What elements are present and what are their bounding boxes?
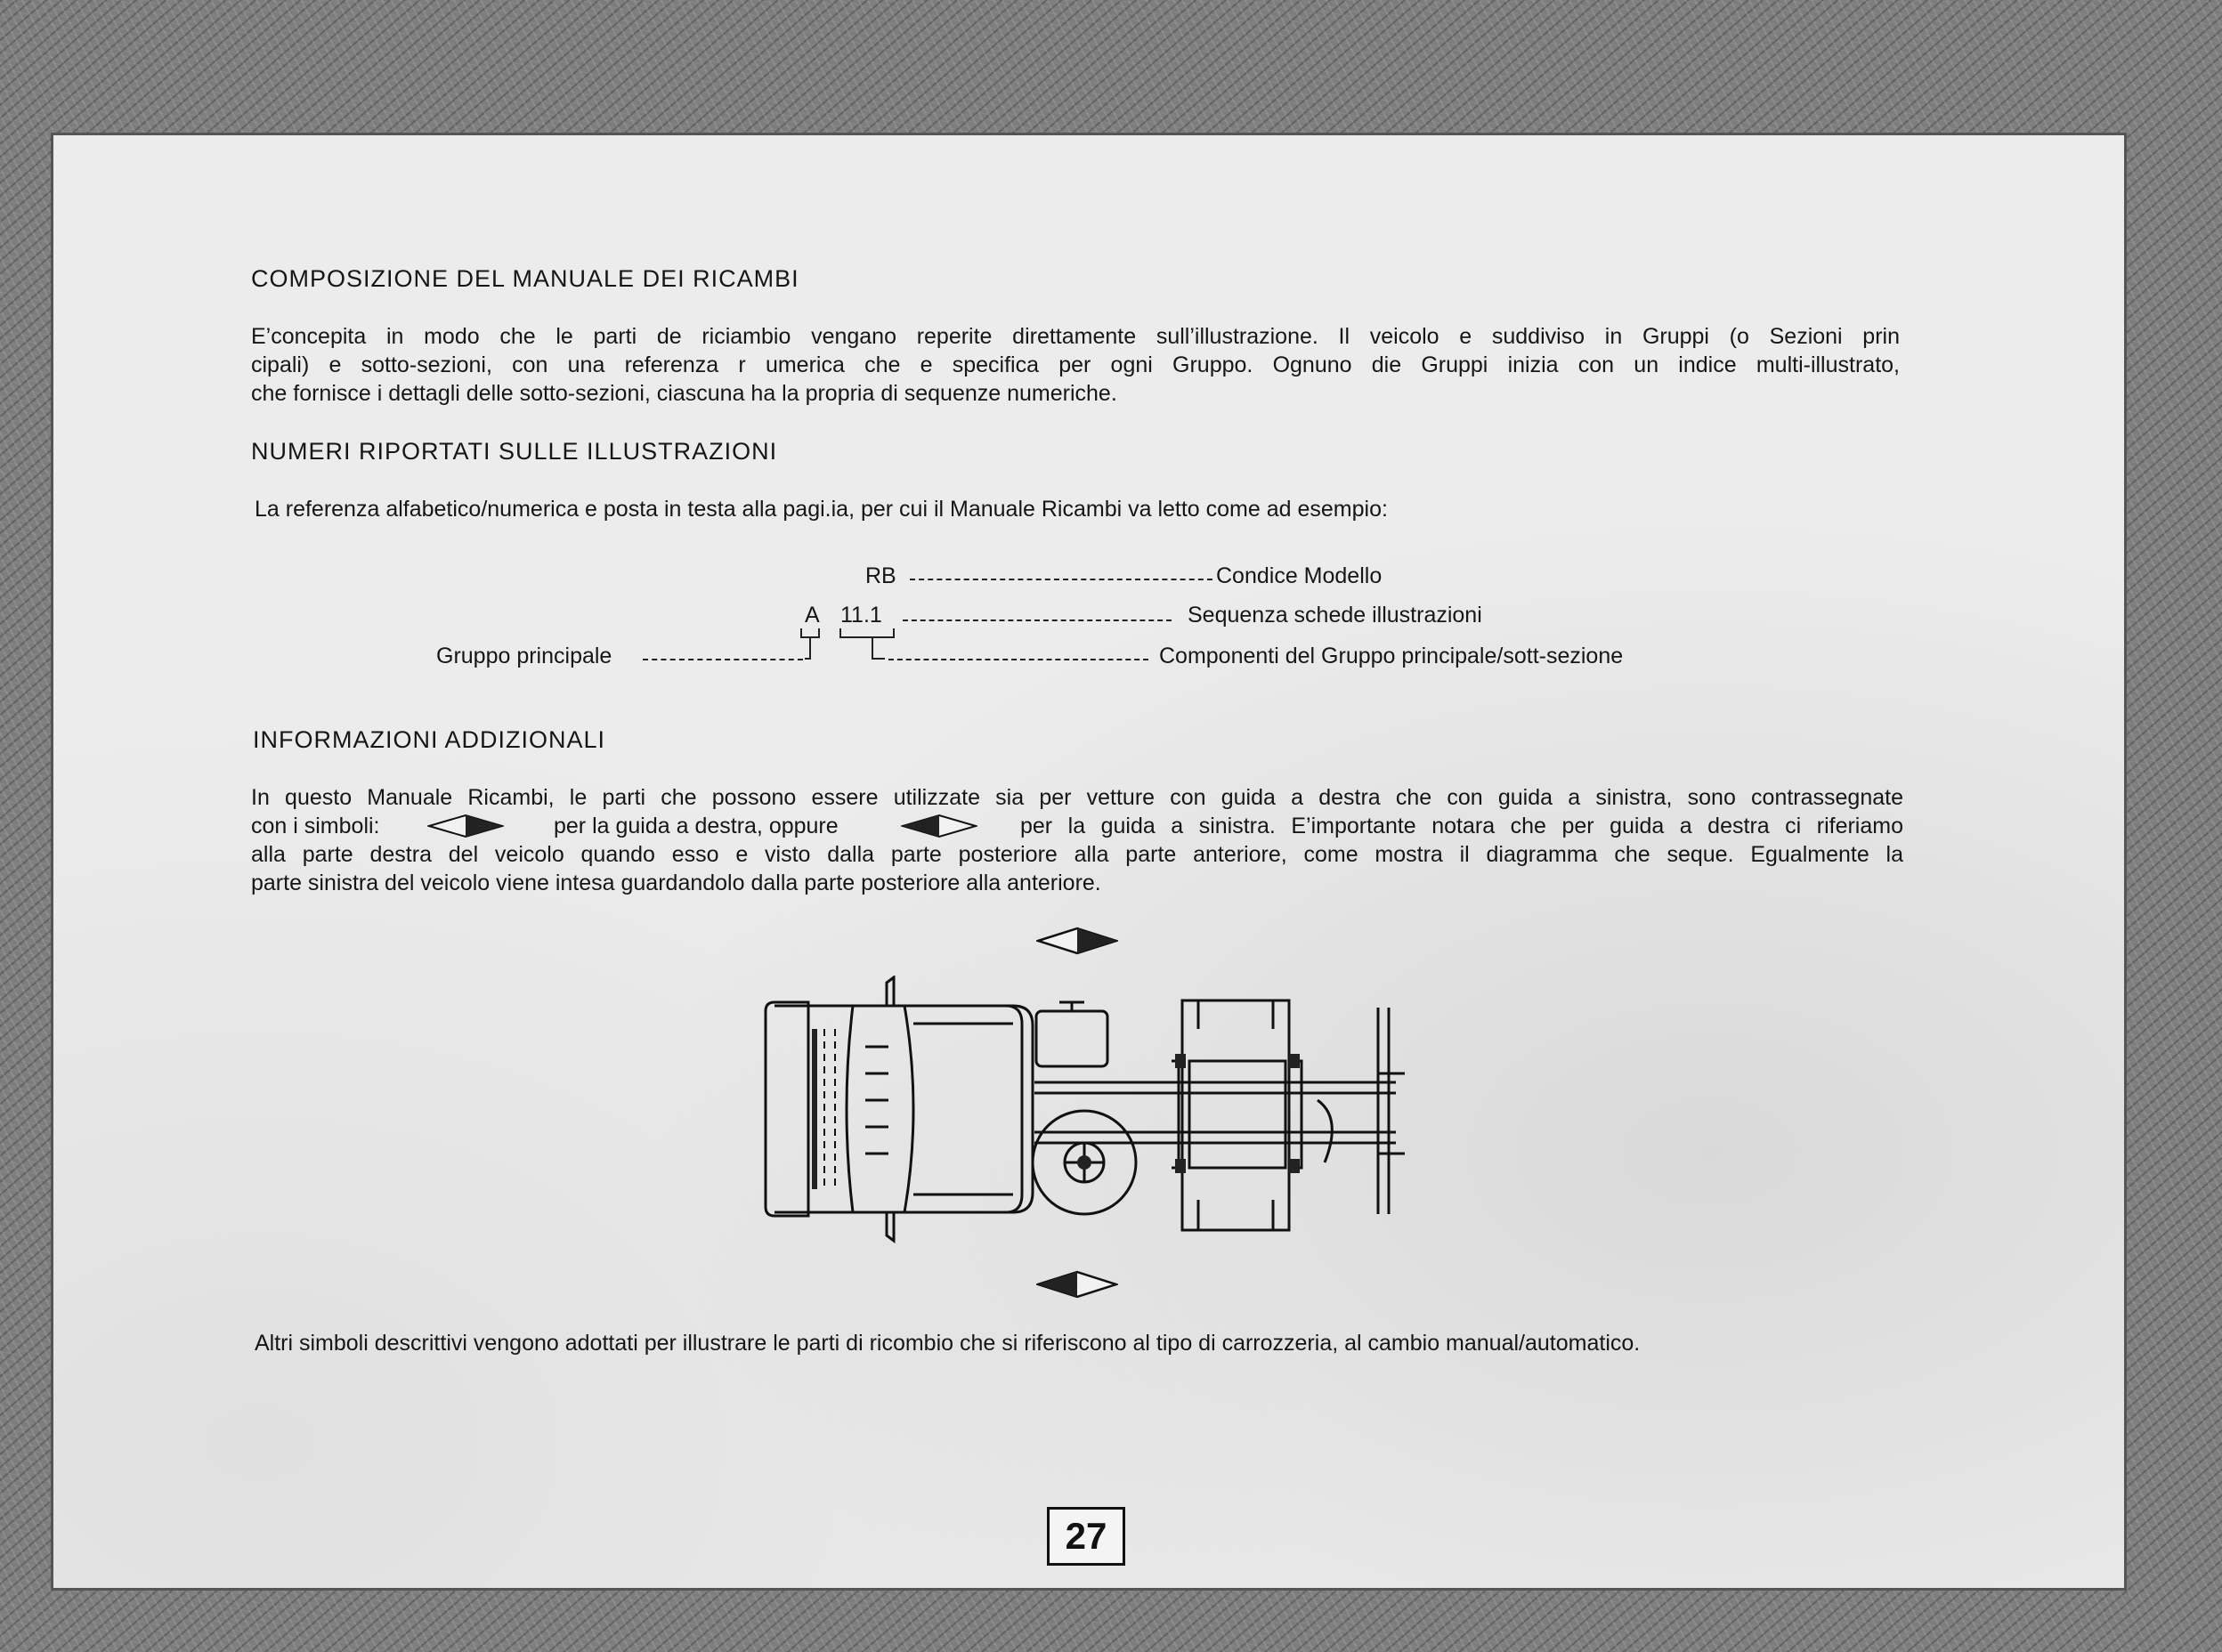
leader-line xyxy=(910,579,1212,580)
section-heading-informazioni: INFORMAZIONI ADDIZIONALI xyxy=(253,726,606,753)
label-model: Condice Modello xyxy=(1216,563,1383,588)
label-components: Componenti del Gruppo principale/sott-sezione xyxy=(1159,644,1624,668)
diamond-left-filled-icon xyxy=(1036,1269,1118,1300)
code-num: 11.1 xyxy=(840,603,882,628)
paragraph-informazioni xyxy=(251,783,1903,897)
section-heading-numeri: NUMERI RIPORTATI SULLE ILLUSTRAZIONI xyxy=(251,438,778,465)
page-number: 27 xyxy=(1047,1507,1125,1566)
footer-text: Altri simboli descrittivi vengono adottati per illustrare le parti di ricombio che si riferiscono al tipo di carrozzeria, al cambio manual/automatico. xyxy=(255,1331,1641,1356)
diamond-right-filled-icon xyxy=(1036,926,1118,956)
paragraph-line: alla parte destra del veicolo quando esso e visto dalla parte posteriore alla parte anteriore, come mostra il diagramma che seque. Egualmente la xyxy=(251,842,1903,867)
code-rb: RB xyxy=(865,563,896,588)
symbols-intro: con i simboli: xyxy=(251,814,380,838)
paragraph-composizione xyxy=(251,322,1900,408)
intro-text: La referenza alfabetico/numerica e posta in testa alla pagi.ia, per cui il Manuale Ricambi va letto come ad esempio: xyxy=(255,497,1388,522)
leader-line xyxy=(643,659,803,660)
bracket-lines xyxy=(792,623,899,664)
paragraph-line: che fornisce i dettagli delle sotto-sezioni, ciascuna ha la propria di sequenze numeriche. xyxy=(251,381,1117,406)
truck-top-view-diagram xyxy=(755,976,1405,1253)
diamond-left-filled-icon xyxy=(901,814,977,838)
symbol-right-label: per la guida a destra, oppure xyxy=(554,814,839,838)
paragraph-line-symbols xyxy=(251,812,1903,840)
section-heading-composizione: COMPOSIZIONE DEL MANUALE DEI RICAMBI xyxy=(251,265,799,292)
paragraph-line: In questo Manuale Ricambi, le parti che possono essere utilizzate sia per vetture con guida a destra che con guida a sinistra, sono contrassegnate xyxy=(251,785,1903,810)
leader-line xyxy=(888,659,1148,660)
paragraph-line: cipali) e sotto-sezioni, con una referenza r umerica che e specifica per ogni Gruppo. Ognuno die Gruppi inizia con un indice multi-illustrato, xyxy=(251,352,1900,377)
diamond-right-filled-icon xyxy=(427,814,504,838)
symbol-left-label: per la guida a sinistra. E’importante notara che per guida a destra ci riferiamo xyxy=(1020,814,1903,838)
paragraph-line: parte sinistra del veicolo viene intesa guardandolo dalla parte posteriore alla anteriore. xyxy=(251,871,1101,895)
paragraph-line: E’concepita in modo che le parti de riciambio vengano reperite direttamente sull’illustrazione. Il veicolo e suddiviso in Gruppi (o Sezioni prin xyxy=(251,324,1900,349)
label-sequence: Sequenza schede illustrazioni xyxy=(1188,603,1482,628)
code-a: A xyxy=(805,603,820,628)
leader-line xyxy=(903,620,1172,621)
label-group: Gruppo principale xyxy=(436,644,612,668)
